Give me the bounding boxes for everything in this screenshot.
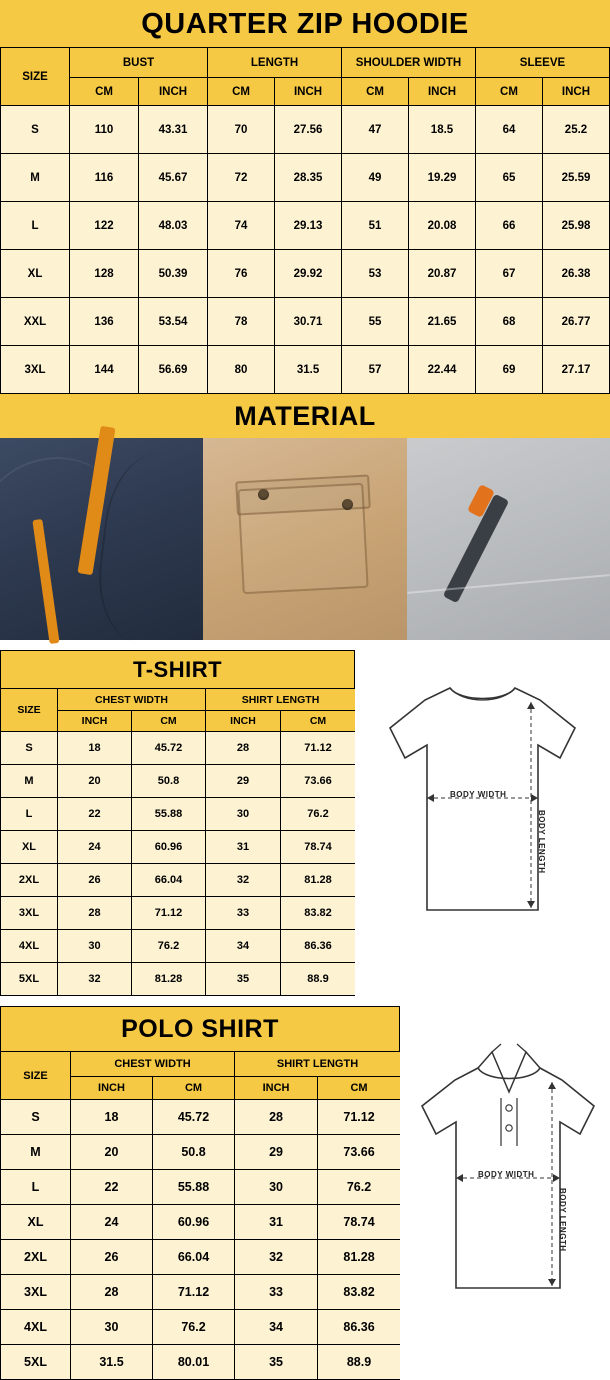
tshirt-row-size: S [1,732,58,765]
hoodie-cell: 55 [342,298,409,346]
polo-cell: 30 [235,1170,318,1205]
polo-cell: 32 [235,1240,318,1275]
polo-cell: 55.88 [153,1170,235,1205]
hoodie-cell: 47 [342,106,409,154]
polo-unit-length-cm: CM [318,1077,401,1100]
polo-cell: 31 [235,1205,318,1240]
tshirt-cell: 76.2 [281,798,356,831]
polo-cell: 83.82 [318,1275,401,1310]
tshirt-unit-length-inch: INCH [206,711,281,732]
polo-header-shirt-length: SHIRT LENGTH [235,1052,401,1077]
hoodie-unit-row [1,78,610,106]
polo-cell: 86.36 [318,1310,401,1345]
hoodie-cell: 26.38 [542,250,609,298]
table-row [1,897,356,930]
polo-header-chest-width: CHEST WIDTH [71,1052,235,1077]
hoodie-cell: 53.54 [139,298,208,346]
tshirt-cell: 32 [58,963,132,996]
table-row [1,1310,401,1345]
tshirt-cell: 83.82 [281,897,356,930]
polo-size-table [0,1051,401,1380]
polo-diagram [400,1006,610,1380]
tshirt-cell: 50.8 [132,765,206,798]
hoodie-cell: 28.35 [275,154,342,202]
hoodie-cell: 20.08 [409,202,476,250]
hoodie-cell: 19.29 [409,154,476,202]
hoodie-cell: 27.56 [275,106,342,154]
table-row [1,798,356,831]
hoodie-cell: 18.5 [409,106,476,154]
polo-cell: 60.96 [153,1205,235,1240]
tshirt-cell: 28 [206,732,281,765]
hoodie-cell: 66 [476,202,543,250]
table-row [1,1275,401,1310]
polo-cell: 73.66 [318,1135,401,1170]
table-row [1,732,356,765]
hoodie-cell: 50.39 [139,250,208,298]
tshirt-cell: 35 [206,963,281,996]
table-row [1,1100,401,1135]
polo-cell: 28 [71,1275,153,1310]
tshirt-cell: 78.74 [281,831,356,864]
table-row [1,1205,401,1240]
hoodie-cell: 110 [70,106,139,154]
polo-row-size: M [1,1135,71,1170]
tshirt-cell: 34 [206,930,281,963]
polo-cell: 22 [71,1170,153,1205]
polo-unit-chest-inch: INCH [71,1077,153,1100]
table-row [1,765,356,798]
tan-pocket-snap-photo [203,438,406,640]
tshirt-title: T-SHIRT [0,650,355,688]
polo-cell: 71.12 [318,1100,401,1135]
spacer [0,640,610,650]
tshirt-cell: 81.28 [281,864,356,897]
hoodie-cell: 122 [70,202,139,250]
spacer [0,996,610,1006]
grey-fleece-pen-photo [407,438,610,640]
hoodie-row-size: M [1,154,70,202]
hoodie-cell: 80 [208,346,275,394]
polo-cell: 33 [235,1275,318,1310]
polo-cell: 81.28 [318,1240,401,1275]
polo-header-size: SIZE [1,1052,71,1100]
tshirt-cell: 24 [58,831,132,864]
table-row [1,1345,401,1380]
hoodie-cell: 27.17 [542,346,609,394]
tshirt-header-row [1,689,356,711]
polo-cell: 18 [71,1100,153,1135]
polo-cell: 28 [235,1100,318,1135]
hoodie-cell: 78 [208,298,275,346]
hoodie-cell: 21.65 [409,298,476,346]
polo-row-size: XL [1,1205,71,1240]
polo-row-size: 5XL [1,1345,71,1380]
tshirt-size-table [0,688,356,996]
hoodie-cell: 43.31 [139,106,208,154]
hoodie-cell: 25.98 [542,202,609,250]
hoodie-row-size: 3XL [1,346,70,394]
hoodie-cell: 49 [342,154,409,202]
hoodie-header-size: SIZE [1,48,70,106]
hoodie-cell: 26.77 [542,298,609,346]
tshirt-cell: 28 [58,897,132,930]
tshirt-body-width-label: BODY WIDTH [450,790,507,799]
hoodie-unit-shoulder-inch: INCH [409,78,476,106]
tshirt-row-size: 4XL [1,930,58,963]
hoodie-row-size: S [1,106,70,154]
tshirt-cell: 71.12 [281,732,356,765]
hoodie-cell: 45.67 [139,154,208,202]
polo-cell: 34 [235,1310,318,1345]
hoodie-cell: 56.69 [139,346,208,394]
hoodie-cell: 72 [208,154,275,202]
tshirt-header-size: SIZE [1,689,58,732]
hoodie-cell: 57 [342,346,409,394]
polo-body-width-label: BODY WIDTH [478,1170,535,1179]
material-title: MATERIAL [0,394,610,438]
table-row [1,864,356,897]
table-row [1,106,610,154]
tshirt-header-chest-width: CHEST WIDTH [58,689,206,711]
table-row [1,963,356,996]
tshirt-outline-svg [355,650,610,950]
tshirt-cell: 88.9 [281,963,356,996]
tshirt-cell: 32 [206,864,281,897]
tshirt-cell: 71.12 [132,897,206,930]
hoodie-cell: 25.2 [542,106,609,154]
tshirt-row-size: 3XL [1,897,58,930]
tshirt-cell: 73.66 [281,765,356,798]
polo-body-length-label: BODY LENGTH [558,1188,567,1252]
tshirt-cell: 76.2 [132,930,206,963]
polo-cell: 30 [71,1310,153,1345]
hoodie-header-shoulder-width: SHOULDER WIDTH [342,48,476,78]
hoodie-unit-length-inch: INCH [275,78,342,106]
polo-cell: 35 [235,1345,318,1380]
polo-title: POLO SHIRT [0,1006,400,1051]
polo-cell: 29 [235,1135,318,1170]
hoodie-cell: 136 [70,298,139,346]
hoodie-row-size: XL [1,250,70,298]
polo-cell: 45.72 [153,1100,235,1135]
polo-cell: 50.8 [153,1135,235,1170]
tshirt-cell: 30 [58,930,132,963]
table-row [1,930,356,963]
polo-cell: 78.74 [318,1205,401,1240]
tshirt-cell: 20 [58,765,132,798]
polo-cell: 24 [71,1205,153,1240]
hoodie-cell: 29.92 [275,250,342,298]
hoodie-cell: 25.59 [542,154,609,202]
polo-unit-length-inch: INCH [235,1077,318,1100]
table-row [1,1135,401,1170]
polo-section [0,1006,610,1380]
hoodie-unit-bust-inch: INCH [139,78,208,106]
tshirt-cell: 33 [206,897,281,930]
polo-outline-svg [400,1006,610,1306]
table-row [1,154,610,202]
tshirt-unit-chest-inch: INCH [58,711,132,732]
hoodie-unit-shoulder-cm: CM [342,78,409,106]
polo-row-size: 4XL [1,1310,71,1345]
hoodie-cell: 144 [70,346,139,394]
tshirt-table-wrap [0,650,355,996]
hoodie-cell: 30.71 [275,298,342,346]
tshirt-cell: 26 [58,864,132,897]
hoodie-row-size: XXL [1,298,70,346]
table-row [1,1240,401,1275]
polo-table-wrap [0,1006,400,1380]
hoodie-header-bust: BUST [70,48,208,78]
tshirt-row-size: XL [1,831,58,864]
tshirt-row-size: 2XL [1,864,58,897]
material-photo-strip [0,438,610,640]
hoodie-cell: 20.87 [409,250,476,298]
tshirt-cell: 55.88 [132,798,206,831]
hoodie-cell: 74 [208,202,275,250]
tshirt-row-size: 5XL [1,963,58,996]
tshirt-diagram [355,650,610,996]
hoodie-cell: 48.03 [139,202,208,250]
hoodie-row-size: L [1,202,70,250]
polo-cell: 88.9 [318,1345,401,1380]
table-row [1,298,610,346]
polo-cell: 76.2 [318,1170,401,1205]
hoodie-cell: 64 [476,106,543,154]
tshirt-cell: 18 [58,732,132,765]
hoodie-cell: 53 [342,250,409,298]
polo-cell: 71.12 [153,1275,235,1310]
tshirt-section [0,650,610,996]
polo-cell: 20 [71,1135,153,1170]
navy-hoodie-drawstring-photo [0,438,203,640]
tshirt-cell: 45.72 [132,732,206,765]
hoodie-unit-sleeve-inch: INCH [542,78,609,106]
table-row [1,202,610,250]
hoodie-unit-length-cm: CM [208,78,275,106]
hoodie-header-sleeve: SLEEVE [476,48,610,78]
hoodie-cell: 31.5 [275,346,342,394]
polo-cell: 31.5 [71,1345,153,1380]
polo-unit-chest-cm: CM [153,1077,235,1100]
hoodie-cell: 70 [208,106,275,154]
hoodie-section [0,0,610,394]
tshirt-row-size: M [1,765,58,798]
hoodie-cell: 51 [342,202,409,250]
table-row [1,1170,401,1205]
polo-cell: 66.04 [153,1240,235,1275]
hoodie-cell: 29.13 [275,202,342,250]
polo-row-size: S [1,1100,71,1135]
polo-row-size: 2XL [1,1240,71,1275]
tshirt-row-size: L [1,798,58,831]
hoodie-cell: 69 [476,346,543,394]
table-row [1,346,610,394]
tshirt-header-shirt-length: SHIRT LENGTH [206,689,356,711]
table-row [1,831,356,864]
polo-row-size: L [1,1170,71,1205]
table-row [1,250,610,298]
tshirt-cell: 29 [206,765,281,798]
hoodie-unit-sleeve-cm: CM [476,78,543,106]
tshirt-cell: 66.04 [132,864,206,897]
tshirt-cell: 86.36 [281,930,356,963]
hoodie-cell: 65 [476,154,543,202]
hoodie-cell: 128 [70,250,139,298]
hoodie-header-row [1,48,610,78]
hoodie-cell: 116 [70,154,139,202]
tshirt-cell: 30 [206,798,281,831]
polo-header-row [1,1052,401,1077]
tshirt-unit-chest-cm: CM [132,711,206,732]
hoodie-unit-bust-cm: CM [70,78,139,106]
hoodie-title: QUARTER ZIP HOODIE [0,0,610,47]
hoodie-cell: 68 [476,298,543,346]
hoodie-header-length: LENGTH [208,48,342,78]
tshirt-body-length-label: BODY LENGTH [537,810,546,874]
polo-cell: 26 [71,1240,153,1275]
tshirt-unit-length-cm: CM [281,711,356,732]
hoodie-cell: 67 [476,250,543,298]
tshirt-cell: 22 [58,798,132,831]
hoodie-cell: 76 [208,250,275,298]
tshirt-cell: 31 [206,831,281,864]
hoodie-size-table [0,47,610,394]
polo-cell: 76.2 [153,1310,235,1345]
hoodie-cell: 22.44 [409,346,476,394]
tshirt-cell: 81.28 [132,963,206,996]
polo-row-size: 3XL [1,1275,71,1310]
tshirt-cell: 60.96 [132,831,206,864]
polo-cell: 80.01 [153,1345,235,1380]
